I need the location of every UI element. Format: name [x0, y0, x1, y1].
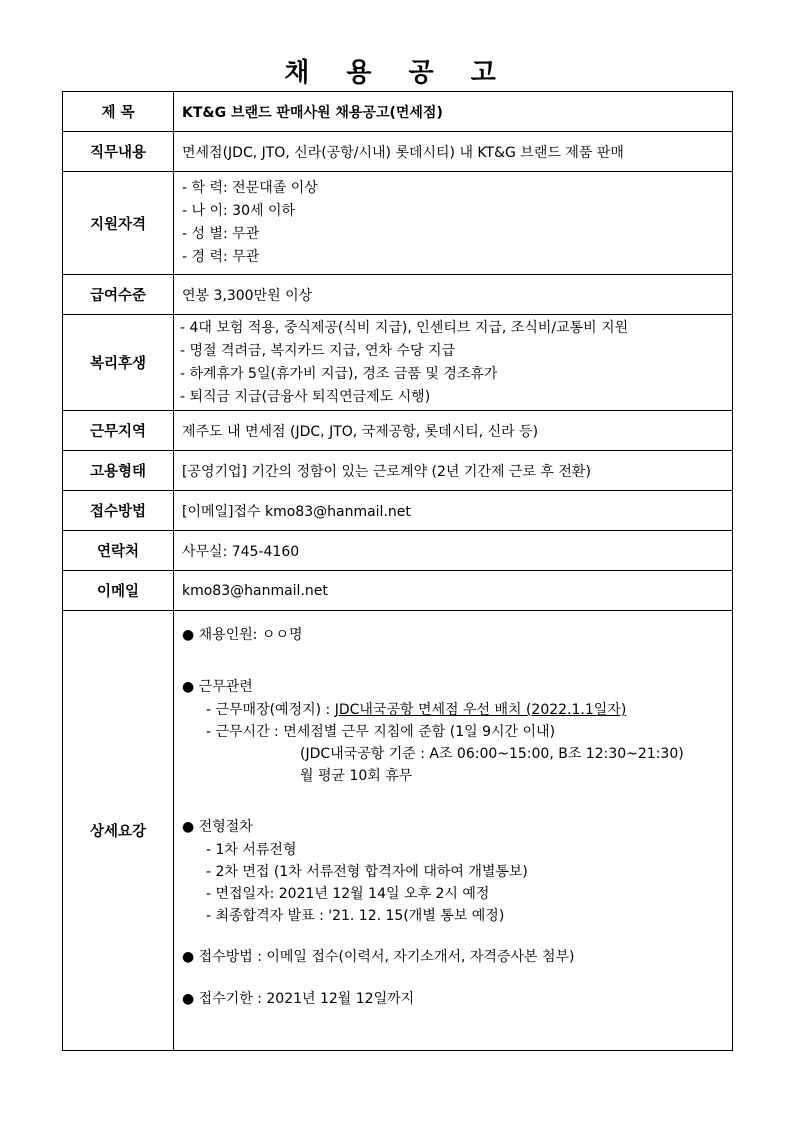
work-time-detail: (JDC내국공항 기준 : A조 06:00~15:00, B조 12:30~21:30) [300, 746, 684, 762]
employment-value: [공영기업] 기간의 정함이 있는 근로계약 (2년 기간제 근로 후 전환) [174, 451, 733, 491]
row-email [63, 571, 733, 611]
welfare-value [174, 315, 733, 411]
row-apply [63, 491, 733, 531]
details-label: 상세요강 [63, 611, 174, 1051]
duty-label: 직무내용 [63, 132, 174, 172]
subject-label: 제 목 [63, 92, 174, 132]
hire-count: ● 채용인원: ㅇㅇ명 [182, 627, 303, 643]
qualification-line: - 나 이: 30세 이하 [182, 203, 296, 219]
work-place-underlined: JDC내국공항 면세점 우선 배치 (2022.1.1일자) [334, 702, 627, 718]
row-details [63, 611, 733, 1051]
row-qualification [63, 172, 733, 275]
qualification-label: 지원자격 [63, 172, 174, 275]
work-title: ● 근무관련 [182, 679, 253, 695]
apply-label: 접수방법 [63, 491, 174, 531]
contact-label: 연락처 [63, 531, 174, 571]
qualification-line: - 성 별: 무관 [182, 226, 260, 242]
location-value: 제주도 내 면세점 (JDC, JTO, 국제공항, 롯데시티, 신라 등) [174, 411, 733, 451]
work-place [182, 699, 732, 721]
row-employment [63, 451, 733, 491]
apply-value: [이메일]접수 kmo83@hanmail.net [174, 491, 733, 531]
contact-value: 사무실: 745-4160 [174, 531, 733, 571]
salary-value: 연봉 3,300만원 이상 [174, 275, 733, 315]
welfare-line: - 퇴직금 지급(금융사 퇴직연금제도 시행) [180, 388, 431, 405]
subject-value: KT&G 브랜드 판매사원 채용공고(면세점) [174, 92, 733, 132]
qualification-value [174, 172, 733, 275]
work-time: - 근무시간 : 면세점별 근무 지침에 준함 (1일 9시간 이내) [206, 724, 556, 740]
process-line: - 2차 면접 (1차 서류전형 합격자에 대하여 개별통보) [206, 864, 528, 880]
row-welfare [63, 315, 733, 411]
row-contact [63, 531, 733, 571]
welfare-line: - 명절 격려금, 복지카드 지급, 연차 수당 지급 [180, 342, 456, 359]
welfare-line: - 4대 보험 적용, 중식제공(식비 지급), 인센티브 지급, 조식비/교통비 지원 [180, 319, 629, 336]
duty-value: 면세점(JDC, JTO, 신라(공항/시내) 롯데시티) 내 KT&G 브랜드 제품 판매 [174, 132, 733, 172]
location-label: 근무지역 [63, 411, 174, 451]
page-title: 채 용 공 고 [284, 58, 510, 88]
work-rest: 월 평균 10회 휴무 [300, 768, 413, 784]
qualification-line: - 학 력: 전문대졸 이상 [182, 180, 318, 196]
row-subject [63, 92, 733, 132]
salary-label: 급여수준 [63, 275, 174, 315]
row-salary [63, 275, 733, 315]
details-value [174, 611, 733, 1051]
process-title: ● 전형절차 [182, 819, 253, 835]
apply-deadline: ● 접수기한 : 2021년 12월 12일까지 [182, 991, 415, 1007]
work-place-prefix: - 근무매장(예정지) : [206, 702, 335, 718]
process-line: - 면접일자: 2021년 12월 14일 오후 2시 예정 [206, 886, 490, 902]
welfare-line: - 하계휴가 5일(휴가비 지급), 경조 금품 및 경조휴가 [180, 365, 498, 382]
email-value[interactable]: kmo83@hanmail.net [174, 571, 733, 611]
employment-label: 고용형태 [63, 451, 174, 491]
email-label: 이메일 [63, 571, 174, 611]
row-location [63, 411, 733, 451]
process-line: - 1차 서류전형 [206, 842, 297, 858]
apply-method: ● 접수방법 : 이메일 접수(이력서, 자기소개서, 자격증사본 첨부) [182, 949, 575, 965]
qualification-line: - 경 력: 무관 [182, 249, 260, 265]
row-duty [63, 132, 733, 172]
recruitment-table [62, 91, 733, 1051]
process-line: - 최종합격자 발표 : '21. 12. 15(개별 통보 예정) [206, 908, 505, 924]
welfare-label: 복리후생 [63, 315, 174, 411]
